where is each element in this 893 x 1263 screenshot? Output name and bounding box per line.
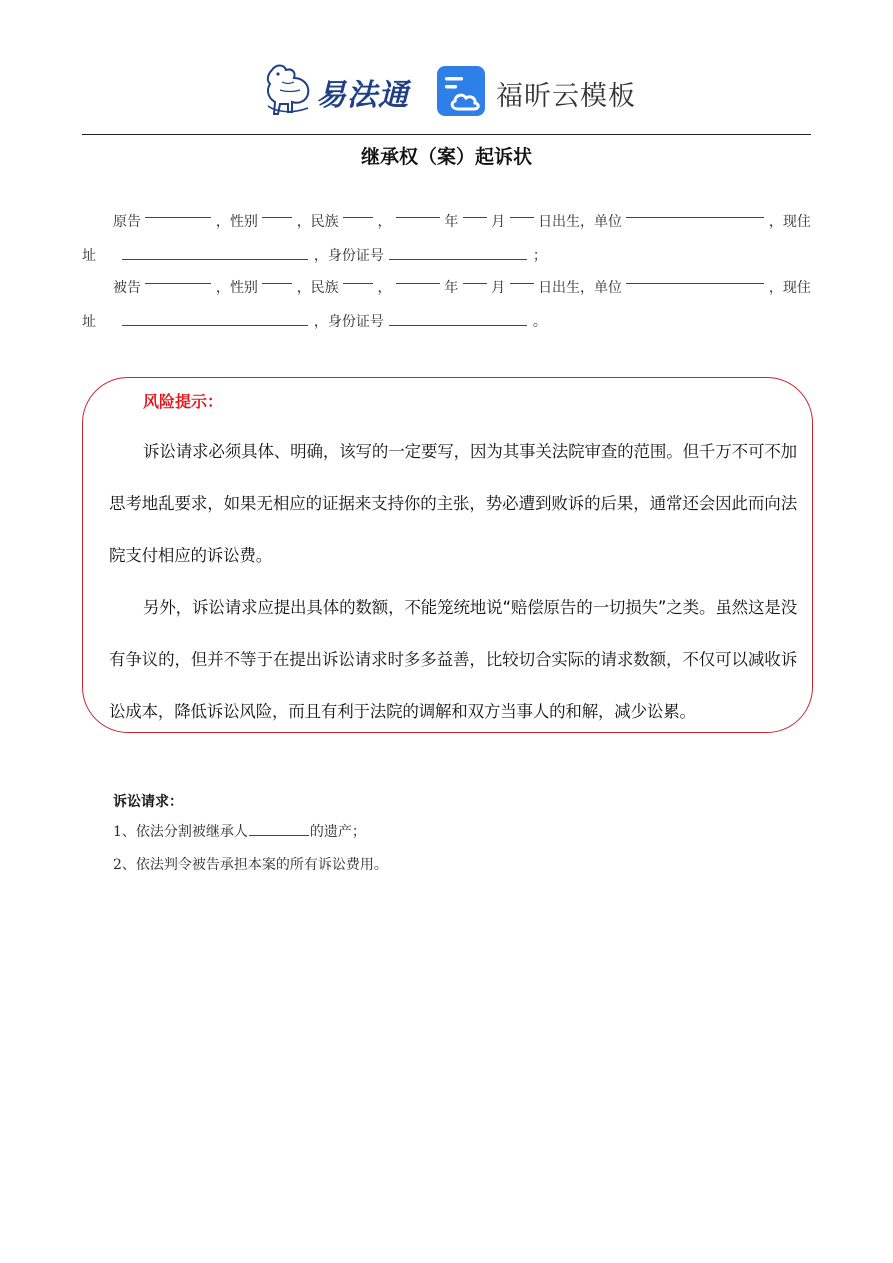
plaintiff-gender-blank[interactable] <box>262 205 292 218</box>
fuxin-logo-text: 福昕云模板 <box>496 81 636 112</box>
plaintiff-day-label: 日出生，单位 <box>538 214 623 230</box>
defendant-address-label: ，现住 <box>768 280 811 296</box>
fuxin-cloud-template-logo <box>436 65 636 117</box>
plaintiff-line-end: ； <box>532 248 547 264</box>
plaintiff-employer-blank[interactable] <box>626 205 764 218</box>
plaintiff-info <box>82 205 811 273</box>
defendant-employer-blank[interactable] <box>626 271 764 284</box>
defendant-id-blank[interactable] <box>389 313 527 326</box>
fuxin-document-cloud-icon <box>436 65 488 117</box>
defendant-ethnicity-blank[interactable] <box>343 271 373 284</box>
defendant-line-end: 。 <box>532 314 547 330</box>
defendant-id-label: ，身份证号 <box>313 314 384 330</box>
defendant-birth-month-blank[interactable] <box>463 271 487 284</box>
plaintiff-info-line1 <box>82 205 811 239</box>
yifatong-logo-text: 易法通 <box>316 78 409 113</box>
defendant-name-blank[interactable] <box>145 271 211 284</box>
plaintiff-info-line2 <box>82 239 811 273</box>
defendant-gender-label: ，性别 <box>215 280 258 296</box>
plaintiff-month-label: 月 <box>491 214 506 230</box>
plaintiff-year-label: 年 <box>444 214 459 230</box>
defendant-day-label: 日出生，单位 <box>538 280 623 296</box>
page-header <box>0 58 893 128</box>
plaintiff-address-label: ，现住 <box>768 214 811 230</box>
defendant-birth-year-blank[interactable] <box>396 271 440 284</box>
plaintiff-birth-year-blank[interactable] <box>396 205 440 218</box>
defendant-gender-blank[interactable] <box>262 271 292 284</box>
defendant-label: 被告 <box>113 280 141 296</box>
claim-item-1-after: 的遗产； <box>309 824 366 840</box>
plaintiff-comma: ， <box>377 214 392 230</box>
risk-notice-title: 风险提示： <box>143 392 224 411</box>
plaintiff-gender-label: ，性别 <box>215 214 258 230</box>
defendant-info-line1 <box>82 271 811 305</box>
claim-item-1-before: 1、依法分割被继承人 <box>113 824 248 840</box>
claim-item-1 <box>113 821 366 841</box>
qilin-mascot-icon <box>262 62 318 120</box>
defendant-address-label-cont: 址 <box>82 314 96 330</box>
plaintiff-ethnicity-blank[interactable] <box>343 205 373 218</box>
defendant-comma: ， <box>377 280 392 296</box>
plaintiff-id-blank[interactable] <box>389 247 527 260</box>
defendant-month-label: 月 <box>491 280 506 296</box>
risk-notice-paragraph-2: 另外，诉讼请求应提出具体的数额，不能笼统地说“赔偿原告的一切损失”之类。虽然这是没有争议的，但并不等于在提出诉讼请求时多多益善，比较切合实际的请求数额，不仅可以减收诉讼成本，降低诉讼风险，而且有利于法院的调解和双方当事人的和解，减少讼累。 <box>109 598 797 721</box>
plaintiff-address-label-cont: 址 <box>82 248 96 264</box>
risk-notice-paragraph-1: 诉讼请求必须具体、明确，该写的一定要写，因为其事关法院审查的范围。但千万不可不加思考地乱要求，如果无相应的证据来支持你的主张，势必遭到败诉的后果，通常还会因此而向法院支付相应的诉讼费。 <box>109 442 797 565</box>
claims-heading: 诉讼请求： <box>113 794 183 810</box>
plaintiff-address-blank[interactable] <box>122 247 308 260</box>
risk-notice-box <box>82 377 813 733</box>
plaintiff-birth-month-blank[interactable] <box>463 205 487 218</box>
defendant-address-blank[interactable] <box>122 313 308 326</box>
plaintiff-id-label: ，身份证号 <box>313 248 384 264</box>
plaintiff-birth-day-blank[interactable] <box>510 205 534 218</box>
header-divider <box>82 134 811 135</box>
defendant-info <box>82 271 811 339</box>
decedent-name-blank[interactable] <box>249 823 309 836</box>
document-title: 继承权（案）起诉状 <box>360 146 532 168</box>
defendant-birth-day-blank[interactable] <box>510 271 534 284</box>
plaintiff-label: 原告 <box>113 214 141 230</box>
claim-item-2: 2、依法判令被告承担本案的所有诉讼费用。 <box>113 857 388 873</box>
defendant-year-label: 年 <box>444 280 459 296</box>
defendant-ethnicity-label: ，民族 <box>296 280 339 296</box>
yifatong-logo <box>262 62 412 120</box>
plaintiff-name-blank[interactable] <box>145 205 211 218</box>
defendant-info-line2 <box>82 305 811 339</box>
plaintiff-ethnicity-label: ，民族 <box>296 214 339 230</box>
